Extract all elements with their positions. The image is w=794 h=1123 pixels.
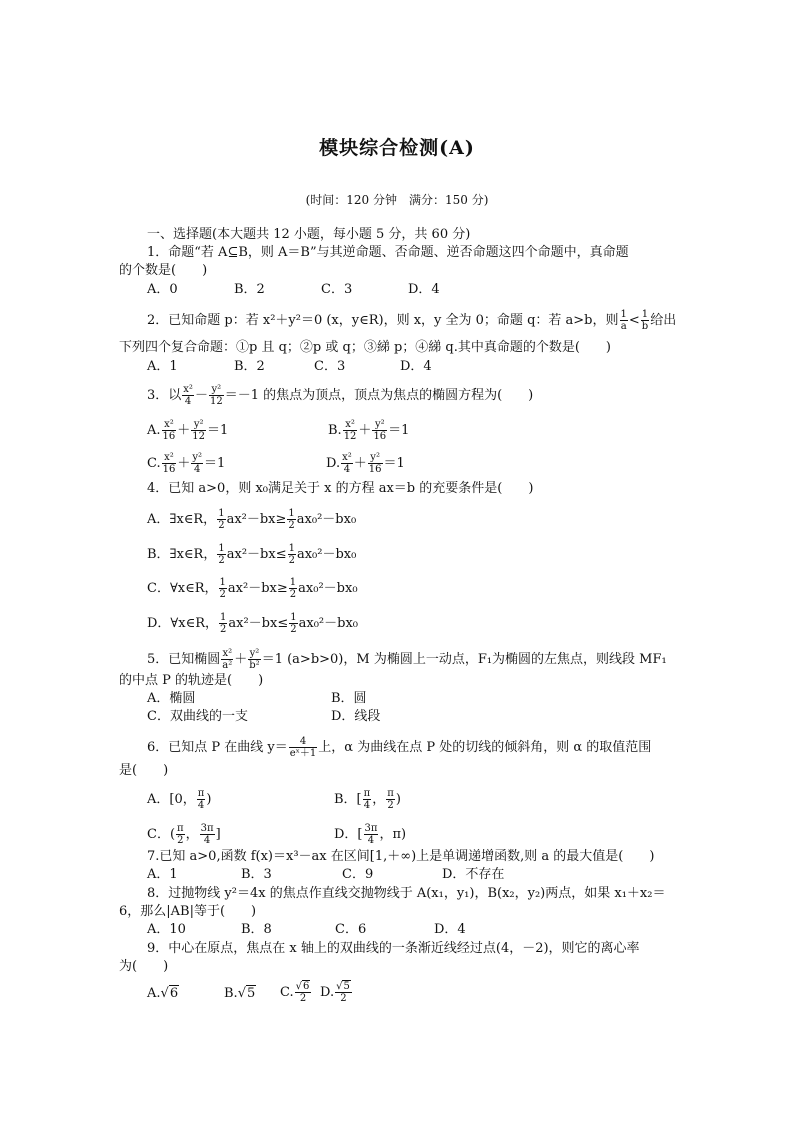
frac: [335, 981, 352, 1004]
frac-num: x²: [183, 384, 193, 395]
frac-num: x²: [342, 452, 352, 463]
frac: [295, 981, 312, 1004]
frac-den: 4: [363, 800, 371, 811]
q1-option-c: C．3: [321, 282, 353, 297]
q8-option-b: B．8: [241, 922, 272, 937]
frac: [176, 823, 185, 846]
q5-stem-text: 5．已知椭圆: [147, 652, 221, 667]
q5-stem-line2: 的中点 P 的轨迹是( ): [119, 673, 264, 688]
q4-option-b: [147, 543, 356, 566]
equals-one: ＝1: [204, 456, 226, 471]
frac-den: 2: [218, 555, 225, 566]
frac: [364, 823, 379, 846]
frac-num: 1: [290, 612, 297, 623]
q6-frac: [289, 736, 318, 759]
plus-sign: ＋: [353, 456, 367, 471]
frac-num: y²: [192, 452, 203, 463]
q1-option-b: B．2: [234, 282, 265, 297]
q6-option-d: [334, 823, 406, 846]
bracket: ，π): [379, 827, 407, 842]
rhs-expression: ax₀²－bx₀: [296, 512, 357, 527]
frac-den: 4: [197, 800, 205, 811]
plus-sign: ＋: [177, 423, 191, 438]
relation-sign: ≥: [276, 581, 288, 596]
frac-num: 1: [220, 612, 227, 623]
plus-sign: ＋: [234, 652, 248, 667]
option-label: B．[: [334, 792, 362, 807]
q8-stem-line2: 6，那么|AB|等于( ): [119, 904, 257, 919]
q6-option-a: [147, 788, 211, 811]
frac-num: 1: [218, 543, 225, 554]
q5-stem-tail: ＝1 (a>b>0)，M 为椭圆上一动点，F₁为椭圆的左焦点，则线段 MF₁: [261, 652, 667, 667]
frac-den: 2: [288, 555, 295, 566]
q1-stem-line1: 1．命题“若 A⊆B，则 A＝B”与其逆命题、否命题、逆否命题这四个命题中，真命题: [147, 245, 629, 260]
frac-num: 3π: [200, 823, 214, 834]
frac-num: x²: [343, 419, 358, 431]
frac-num: [295, 981, 312, 993]
frac-den: b: [641, 321, 649, 332]
radicand: 6: [169, 986, 179, 1001]
frac-num: 1: [219, 577, 226, 588]
q9-option-b: [224, 986, 256, 1002]
option-label: B．∃x∈R，: [147, 547, 217, 562]
frac-num: π: [387, 788, 394, 799]
q8-option-c: C．6: [335, 922, 367, 937]
q2-option-d: D．4: [400, 359, 432, 374]
frac-den: 4: [203, 835, 211, 846]
q3-option-d: [326, 452, 405, 475]
frac: [343, 419, 358, 442]
equals-one: ＝1: [388, 423, 410, 438]
frac-num: [335, 981, 352, 993]
sqrt-icon: √: [160, 986, 169, 1001]
frac-num: y²: [191, 419, 206, 431]
frac-den: 4: [367, 835, 375, 846]
frac-num: y²: [209, 384, 224, 396]
rhs-expression: ax₀²－bx₀: [298, 616, 358, 631]
frac-den: 12: [209, 396, 223, 407]
frac-one-half: [219, 577, 227, 600]
q2-stem-line1: [147, 309, 676, 332]
frac-den: 2: [290, 624, 297, 635]
frac-num: 1: [620, 309, 627, 320]
q6-option-c: [147, 823, 221, 846]
frac-den: 2: [340, 993, 347, 1004]
radicand: 6: [303, 981, 310, 992]
q2-stem-line2: 下列四个复合命题：①p 且 q；②p 或 q；③綈 p；④綈 q.其中真命题的个数是( ): [119, 340, 612, 355]
option-label: C.: [280, 985, 294, 1000]
bracket: ): [395, 792, 401, 807]
frac-den: eˣ＋1: [289, 748, 317, 759]
frac-one-half: [217, 543, 225, 566]
option-label: A．[0，: [147, 792, 196, 807]
comma: ，: [372, 792, 386, 807]
frac-num: 1: [288, 543, 295, 554]
q2-frac-1-over-a: [620, 309, 628, 332]
option-label: D.: [320, 985, 335, 1000]
option-label: A．∃x∈R，: [147, 512, 217, 527]
sqrt-icon: √: [336, 981, 343, 992]
lhs-expression: ax²－bx: [228, 616, 278, 631]
frac-one-half: [217, 508, 225, 531]
q5-option-a: A．椭圆: [147, 691, 196, 706]
page-title: 模块综合检测(A): [319, 137, 475, 159]
frac-num: y²: [372, 419, 387, 431]
option-label: B.: [328, 423, 342, 438]
less-than: <: [628, 313, 640, 328]
q7-option-c: C．9: [342, 867, 374, 882]
q1-option-a: A．0: [147, 282, 178, 297]
q8-stem-line1: 8．过抛物线 y²＝4x 的焦点作直线交抛物线于 A(x₁，y₁)，B(x₂，y₂)两点，如果 x₁＋x₂＝: [147, 886, 666, 901]
q4-option-a: [147, 508, 356, 531]
q7-option-d: D．不存在: [442, 867, 505, 882]
equals-one: ＝1: [207, 423, 229, 438]
q3-stem-tail: ＝－1 的焦点为顶点，顶点为焦点的椭圆方程为( ): [224, 388, 534, 403]
frac-num: 3π: [364, 823, 378, 834]
frac-den: 16: [373, 431, 387, 442]
q8-option-d: D．4: [434, 922, 466, 937]
frac: [386, 788, 395, 811]
frac-den: 4: [194, 464, 201, 475]
option-label: D.: [326, 456, 341, 471]
q3-frac-x2-4: [182, 384, 194, 407]
frac-den: 4: [184, 396, 192, 407]
minus-sign: －: [194, 388, 208, 403]
page-subtitle: (时间：120 分钟 满分：150 分): [305, 193, 489, 207]
frac-one-half: [289, 612, 297, 635]
q2-option-a: A．1: [147, 359, 178, 374]
frac: [191, 419, 206, 442]
relation-sign: ≤: [277, 616, 289, 631]
frac-num: 4: [289, 736, 318, 748]
option-label: C．(: [147, 827, 176, 842]
plus-sign: ＋: [358, 423, 372, 438]
q8-option-a: A．10: [147, 922, 186, 937]
frac-num: y²: [249, 648, 260, 659]
option-label: A.: [147, 423, 161, 438]
frac-den: 12: [192, 431, 206, 442]
option-label: C．∀x∈R，: [147, 581, 218, 596]
q4-stem: 4．已知 a>0，则 x₀满足关于 x 的方程 ax＝b 的充要条件是( ): [147, 481, 534, 496]
comma: ，: [185, 827, 199, 842]
frac-one-half: [289, 577, 297, 600]
option-label: D．∀x∈R，: [147, 616, 219, 631]
frac-den: 2: [220, 624, 227, 635]
frac: [368, 452, 383, 475]
q9-stem-line2: 为( ): [119, 959, 169, 974]
q4-option-d: [147, 612, 358, 635]
q3-option-b: [328, 419, 409, 442]
frac-num: 1: [289, 577, 297, 588]
q5-option-d: D．线段: [331, 709, 381, 724]
frac-num: x²: [222, 648, 233, 659]
radicand: 5: [246, 986, 256, 1001]
frac-den: 16: [368, 464, 382, 475]
rhs-expression: ax₀²－bx₀: [296, 547, 357, 562]
q3-option-a: [147, 419, 228, 442]
q1-option-d: D．4: [408, 282, 440, 297]
option-label: B.: [224, 986, 238, 1001]
q6-stem-text: 6．已知点 P 在曲线 y＝: [147, 740, 288, 755]
frac-den: a: [620, 321, 627, 332]
q2-stem-tail: 给出: [650, 313, 677, 328]
frac-num: y²: [368, 452, 383, 464]
frac: [191, 452, 203, 475]
frac: [341, 452, 353, 475]
frac: [200, 823, 215, 846]
frac-one-half: [219, 612, 227, 635]
frac-num: 1: [641, 309, 649, 320]
option-label: D．[: [334, 827, 363, 842]
frac-den: 16: [162, 431, 176, 442]
frac: [197, 788, 206, 811]
q9-stem-line1: 9．中心在原点，焦点在 x 轴上的双曲线的一条渐近线经过点(4，－2)，则它的离心率: [147, 941, 640, 956]
frac-num: x²: [162, 452, 177, 464]
q7-stem: 7.已知 a>0,函数 f(x)＝x³－ax 在区间[1,＋∞)上是单调递增函数,则 a 的最大值是( ): [147, 849, 655, 864]
sqrt-icon: √: [295, 981, 302, 992]
q7-option-a: A．1: [147, 867, 178, 882]
q2-option-c: C．3: [314, 359, 346, 374]
relation-sign: ≥: [275, 512, 287, 527]
frac-one-half: [288, 543, 296, 566]
q2-frac-1-over-b: [641, 309, 649, 332]
frac-den: a²: [222, 660, 233, 671]
lhs-expression: ax²－bx: [227, 581, 277, 596]
q6-stem-line1: [147, 736, 651, 759]
q9-option-a: [147, 986, 179, 1002]
q6-stem-tail: 上，α 为曲线在点 P 处的切线的倾斜角，则 α 的取值范围: [318, 740, 652, 755]
plus-sign: ＋: [177, 456, 191, 471]
frac-den: 16: [162, 464, 176, 475]
q5-frac-x2-a2: [221, 648, 233, 671]
q5-option-c: C．双曲线的一支: [147, 709, 248, 724]
bracket: ): [206, 792, 212, 807]
rhs-expression: ax₀²－bx₀: [298, 581, 358, 596]
q9-option-d: [320, 981, 353, 1004]
q5-option-b: B．圆: [331, 691, 367, 706]
sqrt-icon: √: [237, 986, 246, 1001]
bracket: ]: [215, 827, 221, 842]
frac-den: 12: [343, 431, 357, 442]
relation-sign: ≤: [275, 547, 287, 562]
frac-num: 1: [288, 508, 295, 519]
q6-stem-line2: 是( ): [119, 763, 169, 778]
frac-num: 1: [218, 508, 225, 519]
lhs-expression: ax²－bx: [226, 547, 276, 562]
q5-stem-line1: [147, 648, 667, 671]
frac-den: 2: [387, 800, 394, 811]
q4-option-c: [147, 577, 358, 600]
q6-option-b: [334, 788, 401, 811]
q3-frac-y2-12: [209, 384, 224, 407]
frac: [363, 788, 372, 811]
q7-option-b: B．3: [241, 867, 272, 882]
option-label: C.: [147, 456, 161, 471]
frac-num: π: [197, 788, 205, 799]
frac-den: 2: [219, 589, 226, 600]
q3-stem: [147, 384, 533, 407]
q3-stem-text: 3．以: [147, 388, 182, 403]
frac: [372, 419, 387, 442]
radicand: 5: [343, 981, 350, 992]
frac: [162, 452, 177, 475]
q5-frac-y2-b2: [248, 648, 260, 671]
frac-den: 2: [289, 589, 297, 600]
option-label: A.: [147, 986, 161, 1001]
frac-den: 2: [299, 993, 307, 1004]
lhs-expression: ax²－bx: [226, 512, 276, 527]
frac-den: 2: [288, 520, 295, 531]
frac: [162, 419, 177, 442]
frac-num: π: [363, 788, 371, 799]
equals-one: ＝1: [383, 456, 405, 471]
q2-option-b: B．2: [234, 359, 265, 374]
section-heading: 一、选择题(本大题共 12 小题，每小题 5 分，共 60 分): [147, 227, 471, 242]
frac-num: x²: [162, 419, 177, 431]
frac-den: 2: [218, 520, 225, 531]
frac-den: 2: [177, 835, 184, 846]
q3-option-c: [147, 452, 225, 475]
q1-stem-line2: 的个数是( ): [119, 263, 208, 278]
frac-den: b²: [249, 660, 260, 671]
frac-num: π: [177, 823, 184, 834]
frac-den: 4: [343, 464, 351, 475]
q9-option-c: [280, 981, 312, 1004]
q2-stem-text: 2．已知命题 p：若 x²＋y²＝0 (x，y∈R)，则 x，y 全为 0；命题 q：若 a>b，则: [147, 313, 619, 328]
frac-one-half: [287, 508, 295, 531]
